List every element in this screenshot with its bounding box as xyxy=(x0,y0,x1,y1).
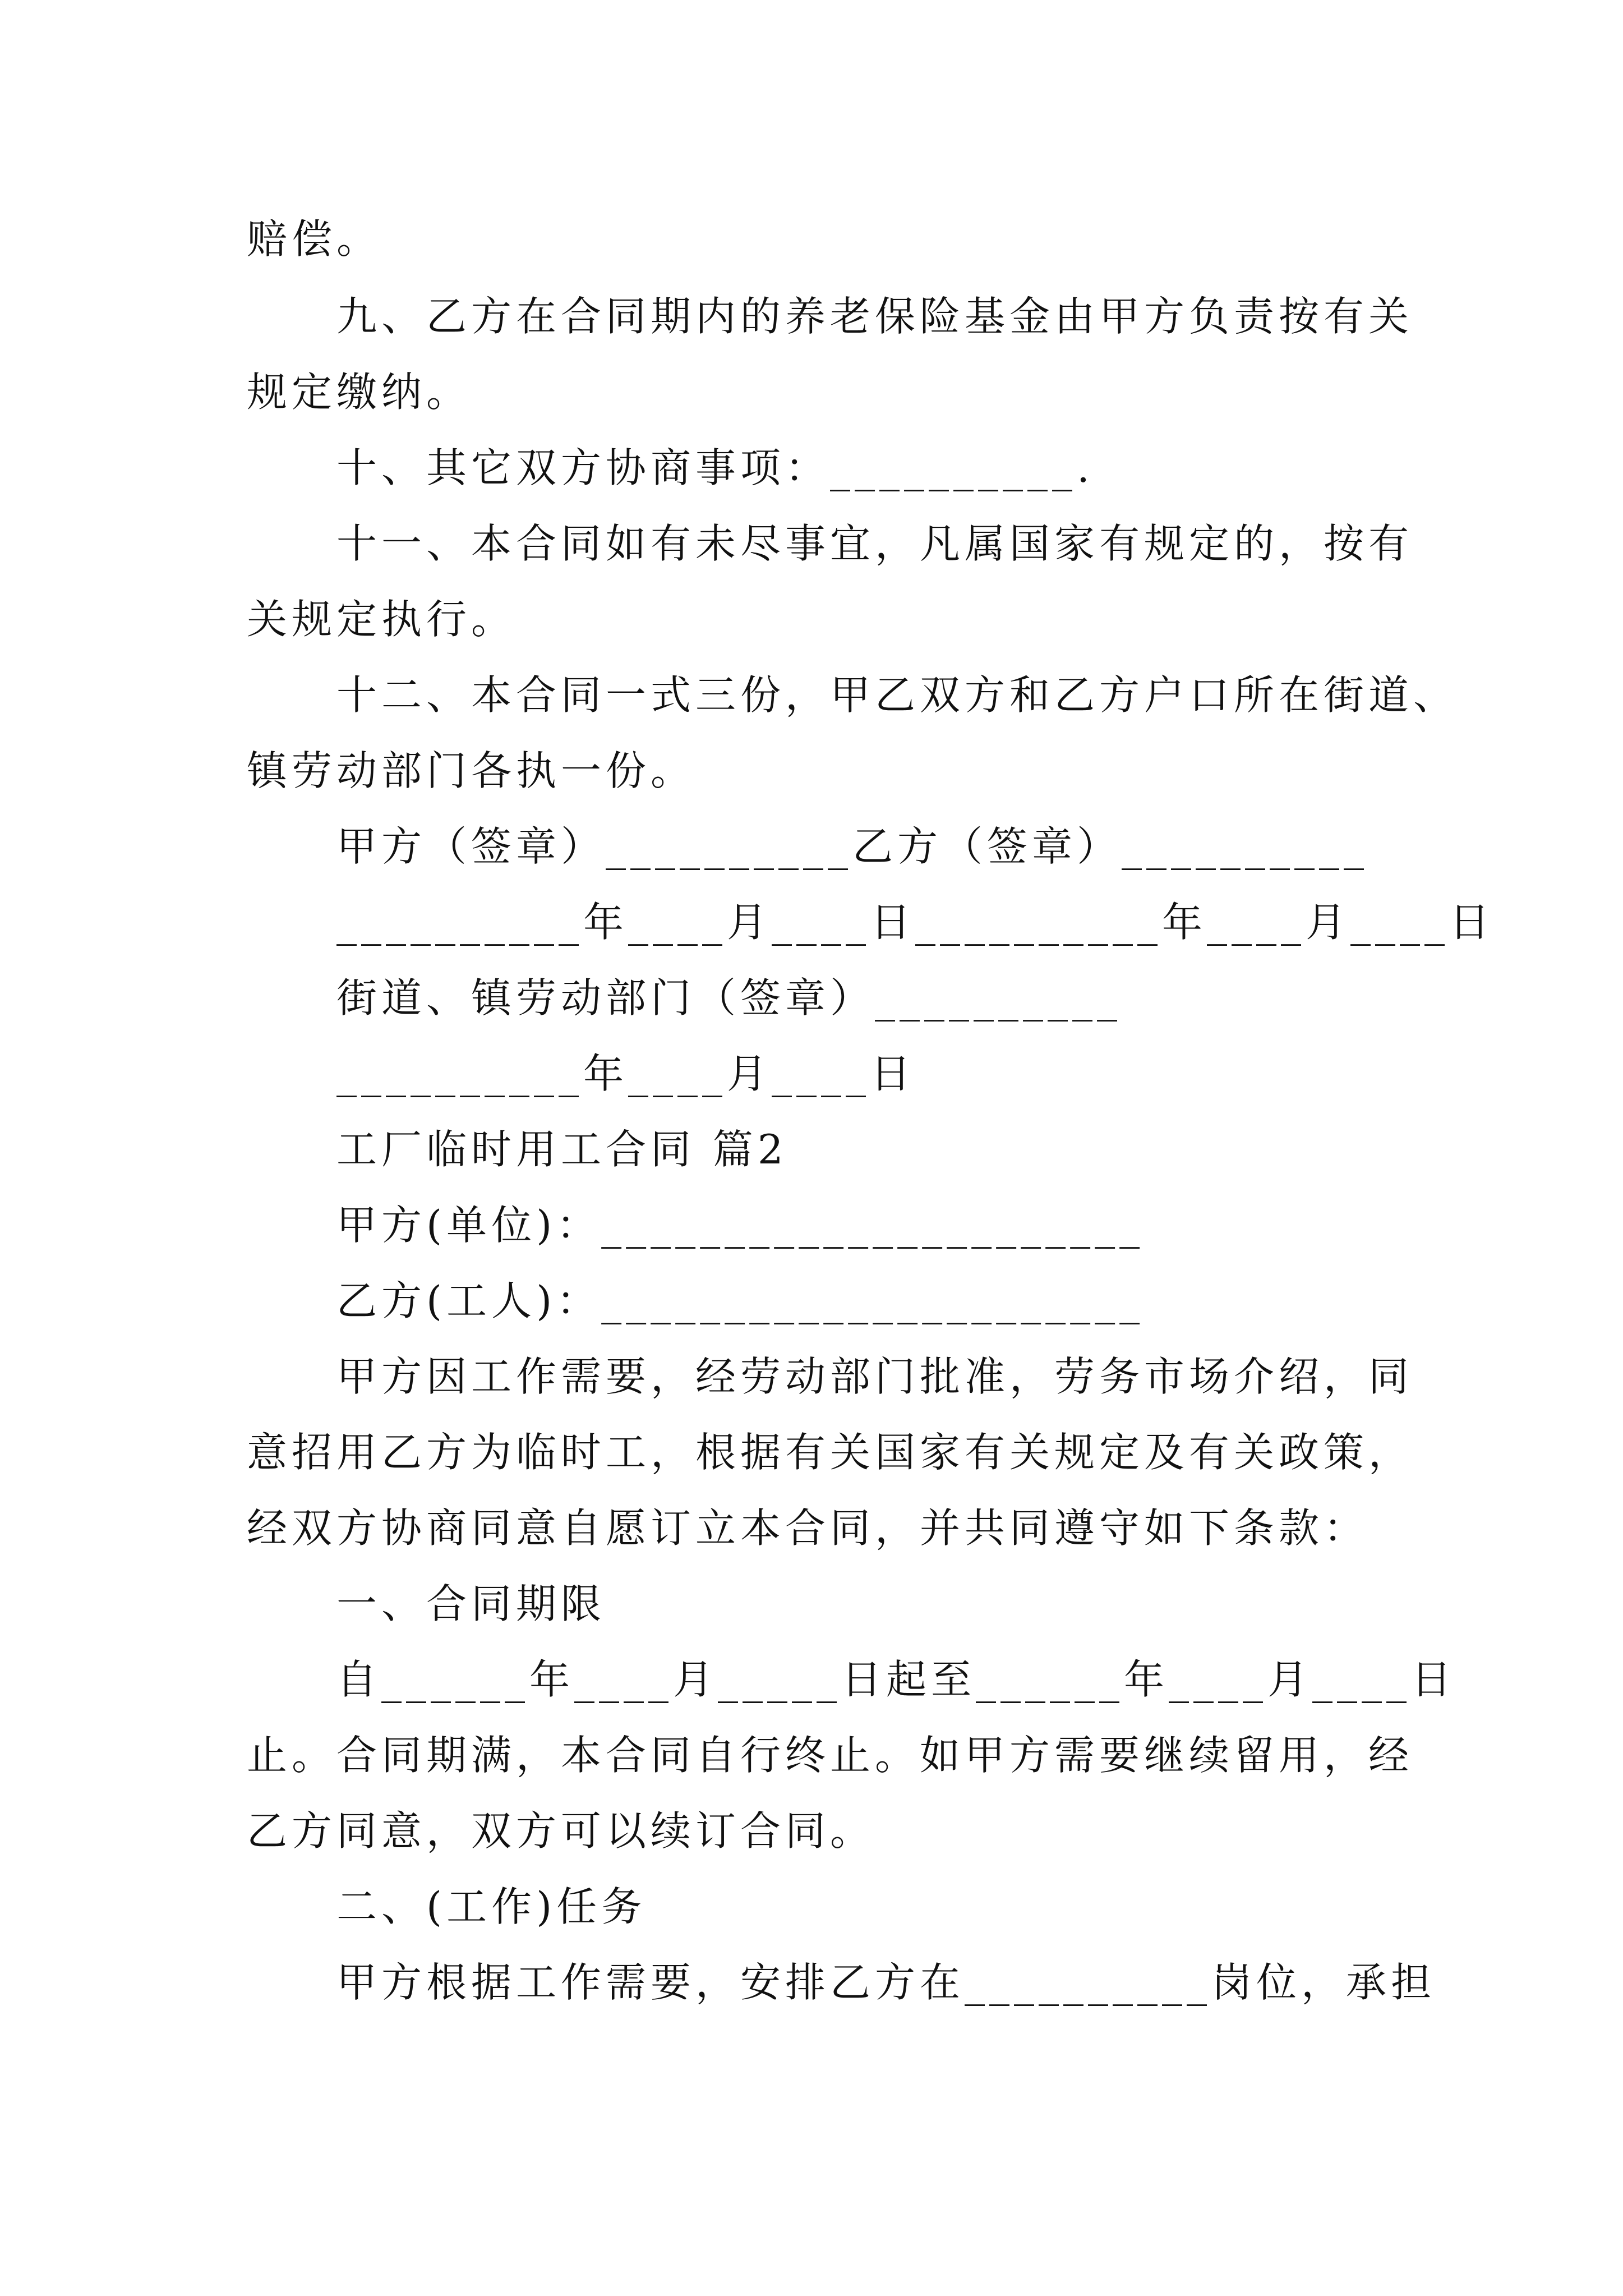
text-line-5: 十一、本合同如有未尽事宜，凡属国家有规定的，按有 xyxy=(336,520,1414,567)
text-line-2: 九、乙方在合同期内的养老保险基金由甲方负责按有关 xyxy=(336,293,1414,340)
text-line-18: 经双方协商同意自愿订立本合同，并共同遵守如下条款： xyxy=(247,1504,1369,1552)
signature-line-parties: 甲方（签章）__________乙方（签章）__________ xyxy=(336,823,1369,870)
party-b-line: 乙方(工人)：______________________ xyxy=(336,1277,1145,1324)
text-line-4: 十、其它双方协商事项：__________. xyxy=(336,444,1094,491)
text-line-21: 止。合同期满，本合同自行终止。如甲方需要继续留用，经 xyxy=(247,1732,1414,1779)
text-line-24: 甲方根据工作需要，安排乙方在__________岗位，承担 xyxy=(336,1959,1436,2006)
date-line-labor-dept: __________年____月____日 xyxy=(336,1050,915,1097)
text-line-7: 十二、本合同一式三份，甲乙双方和乙方户口所在街道、 xyxy=(336,671,1459,719)
text-line-3: 规定缴纳。 xyxy=(247,369,472,416)
text-line-1: 赔偿。 xyxy=(247,215,382,263)
text-line-22: 乙方同意，双方可以续订合同。 xyxy=(247,1807,875,1855)
clause-heading-term: 一、合同期限 xyxy=(336,1580,606,1627)
text-line-16: 甲方因工作需要，经劳动部门批准，劳务市场介绍，同 xyxy=(336,1353,1414,1400)
text-line-20: 自______年____月_____日起至______年____月____日 xyxy=(336,1656,1456,1703)
section-heading: 工厂临时用工合同 篇2 xyxy=(336,1126,788,1173)
signature-line-labor-dept: 街道、镇劳动部门（签章）__________ xyxy=(336,974,1122,1022)
party-a-line: 甲方(单位)：______________________ xyxy=(336,1202,1145,1249)
clause-heading-task: 二、(工作)任务 xyxy=(336,1883,647,1930)
date-line-parties: __________年____月____日__________年____月____日 xyxy=(336,899,1494,946)
text-line-8: 镇劳动部门各执一份。 xyxy=(247,747,696,794)
text-line-17: 意招用乙方为临时工，根据有关国家有关规定及有关政策， xyxy=(247,1429,1414,1476)
text-line-6: 关规定执行。 xyxy=(247,596,517,643)
